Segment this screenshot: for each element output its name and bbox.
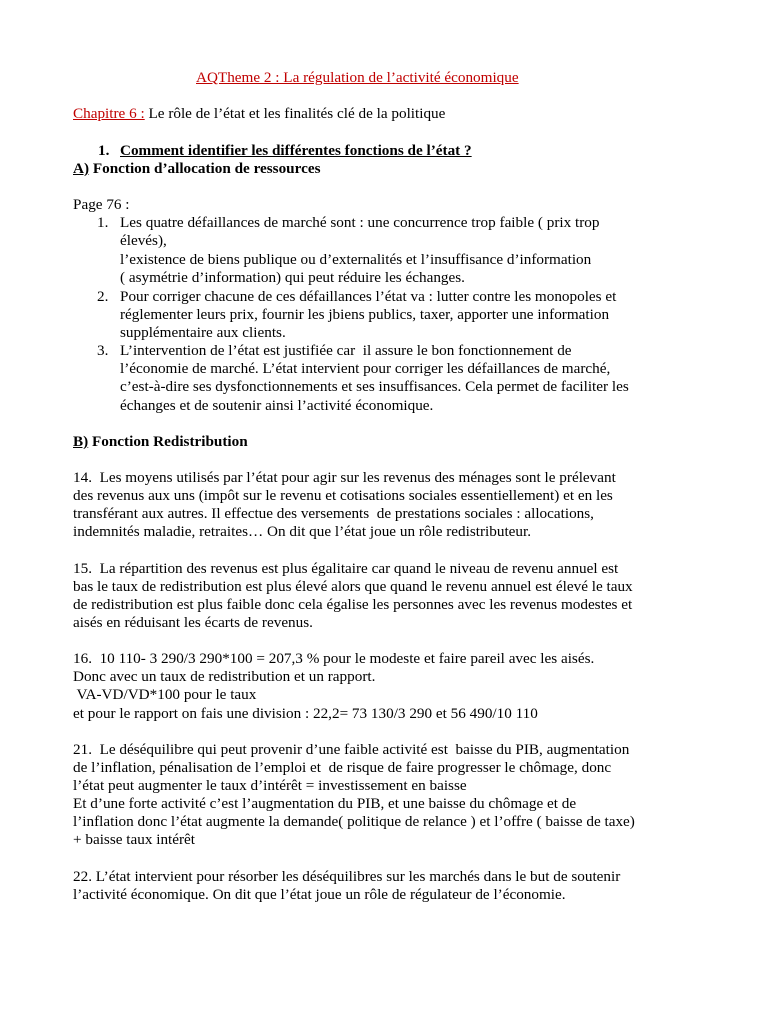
paragraph-line: VA-VD/VD*100 pour le taux — [73, 686, 257, 703]
list-item-line: supplémentaire aux clients. — [120, 324, 286, 341]
paragraph-line: Et d’une forte activité c’est l’augmentation du PIB, et une baisse du chômage et de — [73, 795, 577, 812]
chapter-heading — [73, 105, 445, 123]
paragraph-line: indemnités maladie, retraites… On dit que l’état joue un rôle redistributeur. — [73, 523, 532, 540]
list-item-line: échanges et de soutenir ainsi l’activité économique. — [120, 397, 434, 414]
list-item-line: l’économie de marché. L’état intervient pour corriger les défaillances de marché, — [120, 360, 611, 377]
paragraph-line: Donc avec un taux de redistribution et un rapport. — [73, 668, 376, 685]
section-b-heading — [73, 433, 248, 451]
paragraph-line: + baisse taux intérêt — [73, 831, 196, 848]
paragraph-line: de l’inflation, pénalisation de l’emploi et de risque de faire progresser le chômage, donc — [73, 759, 612, 776]
question-heading: Comment identifier les différentes fonctions de l’état ? — [120, 142, 472, 159]
list-item-line: réglementer leurs prix, fournir les jbiens publics, taxer, apporter une information — [120, 306, 610, 323]
list-item-line: Pour corriger chacune de ces défaillances l’état va : lutter contre les monopoles et — [120, 288, 617, 305]
paragraph-line: 22. L’état intervient pour résorber les déséquilibres sur les marchés dans le but de soutenir — [73, 868, 621, 885]
list-item-line: élevés), — [120, 232, 167, 249]
chapter-text: Le rôle de l’état et les finalités clé de la politique — [148, 105, 446, 122]
paragraph-line: transférant aux autres. Il effectue des versements de prestations sociales : allocations, — [73, 505, 594, 522]
document-title: AQTheme 2 : La régulation de l’activité économique — [196, 69, 519, 86]
paragraph-line: bas le taux de redistribution est plus élevé alors que quand le revenu annuel est élevé le taux — [73, 578, 633, 595]
paragraph-line: aisés en réduisant les écarts de revenus. — [73, 614, 313, 631]
paragraph-line: de redistribution est plus faible donc cela égalise les personnes avec les revenus modestes et — [73, 596, 633, 613]
list-item-line: Les quatre défaillances de marché sont : une concurrence trop faible ( prix trop — [120, 214, 600, 231]
list-item-number: 2. — [97, 288, 109, 305]
chapter-label: Chapitre 6 : — [73, 105, 145, 122]
paragraph-line: 14. Les moyens utilisés par l’état pour agir sur les revenus des ménages sont le prélevant — [73, 469, 616, 486]
section-a-letter: A) — [73, 160, 90, 177]
paragraph-line: 16. 10 110- 3 290/3 290*100 = 207,3 % pour le modeste et faire pareil avec les aisés. — [73, 650, 595, 667]
paragraph-line: l’état peut augmenter le taux d’intérêt = investissement en baisse — [73, 777, 467, 794]
paragraph-line: 15. La répartition des revenus est plus égalitaire car quand le niveau de revenu annuel est — [73, 560, 619, 577]
section-b-title: Fonction Redistribution — [91, 433, 248, 450]
paragraph-line: l’activité économique. On dit que l’état joue un rôle de régulateur de l’économie. — [73, 886, 566, 903]
section-b-letter: B) — [73, 433, 89, 450]
page-reference: Page 76 : — [73, 196, 130, 213]
list-item-line: l’existence de biens publique ou d’externalités et l’insuffisance d’information — [120, 251, 592, 268]
list-item-number: 1. — [97, 214, 109, 231]
question-number: 1. — [98, 142, 110, 159]
paragraph-line: 21. Le déséquilibre qui peut provenir d’une faible activité est baisse du PIB, augmentation — [73, 741, 630, 758]
list-item-number: 3. — [97, 342, 109, 359]
paragraph-line: des revenus aux uns (impôt sur le revenu et cotisations sociales essentiellement) et en les — [73, 487, 613, 504]
paragraph-line: l’inflation donc l’état augmente la demande( politique de relance ) et l’offre ( baisse de taxe) — [73, 813, 635, 830]
list-item-line: L’intervention de l’état est justifiée car il assure le bon fonctionnement de — [120, 342, 572, 359]
paragraph-line: et pour le rapport on fais une division : 22,2= 73 130/3 290 et 56 490/10 110 — [73, 705, 538, 722]
section-a-heading — [73, 160, 321, 178]
list-item-line: ( asymétrie d’information) qui peut réduire les échanges. — [120, 269, 465, 286]
section-a-title: Fonction d’allocation de ressources — [92, 160, 321, 177]
list-item-line: c’est-à-dire ses dysfonctionnements et ses insuffisances. Cela permet de faciliter les — [120, 378, 629, 395]
